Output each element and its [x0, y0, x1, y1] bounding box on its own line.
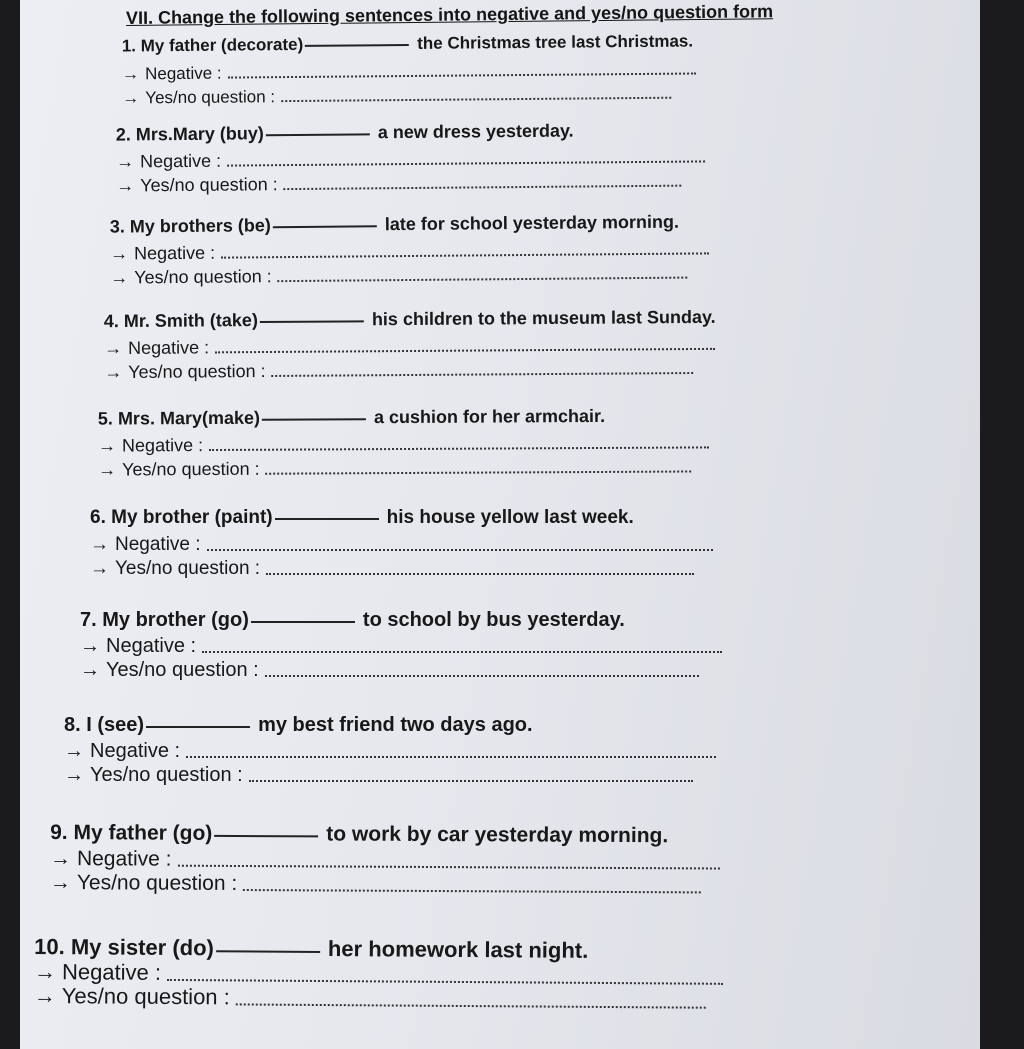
answer-dots[interactable] [236, 1003, 706, 1008]
question-answer-line[interactable] [80, 658, 722, 682]
negative-answer-line[interactable] [64, 739, 716, 763]
answer-dots[interactable] [167, 979, 723, 985]
exercise-item-8 [64, 711, 716, 787]
answer-blank[interactable] [275, 518, 379, 520]
sentence-start: My father (go) [73, 821, 213, 845]
arrow-icon: → [49, 870, 71, 895]
answer-blank[interactable] [146, 726, 250, 728]
answer-dots[interactable] [249, 780, 693, 782]
answer-blank[interactable] [260, 320, 364, 323]
question-label: Yes/no question : [134, 266, 272, 288]
answer-blank[interactable] [273, 225, 377, 228]
question-answer-line[interactable] [122, 79, 696, 108]
answer-dots[interactable] [272, 372, 694, 377]
item-number: 9. [50, 821, 68, 845]
sentence-start: My brother (go) [102, 609, 249, 631]
negative-answer-line[interactable] [50, 847, 720, 875]
negative-label: Negative : [127, 337, 210, 358]
question-answer-line[interactable] [98, 453, 709, 480]
arrow-icon: → [97, 435, 117, 456]
question-answer-line[interactable] [33, 982, 723, 1014]
sentence-end: late for school yesterday morning. [384, 211, 679, 235]
answer-dots[interactable] [215, 348, 715, 353]
exercise-item-1 [122, 27, 696, 108]
exercise-item-7 [80, 606, 722, 682]
sentence-start: I (see) [86, 714, 145, 736]
sentence-start: My brother (paint) [111, 507, 273, 528]
answer-blank[interactable] [251, 621, 355, 623]
arrow-icon: → [80, 659, 100, 681]
answer-blank[interactable] [216, 950, 320, 953]
negative-label: Negative : [106, 635, 197, 657]
arrow-icon: → [33, 959, 57, 985]
negative-label: Negative : [139, 150, 222, 172]
answer-dots[interactable] [186, 756, 716, 758]
sentence-end: the Christmas tree last Christmas. [417, 31, 694, 53]
answer-dots[interactable] [178, 865, 720, 870]
answer-dots[interactable] [228, 72, 696, 78]
item-number: 8. [64, 714, 81, 736]
answer-blank[interactable] [266, 133, 370, 136]
worksheet-title: VII. Change the following sentences into negative and yes/no question form [125, 1, 774, 28]
arrow-icon: → [64, 764, 84, 786]
negative-label: Negative : [115, 534, 201, 555]
question-label: Yes/no question : [90, 764, 243, 786]
sentence-start: My father (decorate) [140, 34, 304, 56]
negative-answer-line[interactable] [80, 634, 722, 658]
answer-dots[interactable] [221, 252, 709, 258]
arrow-icon: → [98, 459, 117, 480]
item-number: 7. [80, 609, 97, 631]
item-number: 2. [115, 124, 131, 145]
exercise-sentence [98, 401, 709, 432]
answer-dots[interactable] [227, 160, 705, 166]
negative-label: Negative : [76, 847, 172, 871]
worksheet-page [20, 0, 980, 1049]
item-number: 1. [121, 36, 137, 56]
arrow-icon: → [33, 982, 56, 1009]
question-label: Yes/no question : [145, 87, 276, 108]
negative-label: Negative : [133, 242, 216, 264]
arrow-icon: → [122, 88, 140, 108]
question-label: Yes/no question : [106, 659, 259, 681]
arrow-icon: → [80, 635, 100, 657]
arrow-icon: → [90, 558, 109, 579]
exercise-item-3 [110, 207, 710, 288]
sentence-end: a new dress yesterday. [377, 120, 574, 143]
sentence-end: her homework last night. [327, 936, 589, 963]
sentence-start: Mrs. Mary(make) [117, 407, 261, 429]
arrow-icon: → [110, 267, 129, 288]
question-label: Yes/no question : [115, 558, 261, 579]
exercise-sentence [90, 504, 713, 532]
item-number: 10. [34, 934, 65, 960]
item-number: 4. [103, 311, 119, 332]
question-label: Yes/no question : [140, 174, 278, 196]
answer-dots[interactable] [207, 549, 713, 551]
negative-label: Negative : [144, 63, 222, 84]
answer-dots[interactable] [202, 651, 722, 653]
sentence-end: his house yellow last week. [386, 507, 634, 528]
sentence-end: his children to the museum last Sunday. [371, 306, 716, 330]
exercise-item-9 [50, 819, 720, 899]
exercise-sentence [104, 303, 716, 335]
answer-dots[interactable] [284, 185, 682, 190]
exercise-sentence [80, 606, 722, 634]
question-label: Yes/no question : [76, 871, 238, 895]
arrow-icon: → [116, 175, 135, 196]
sentence-end: my best friend two days ago. [258, 714, 533, 736]
answer-blank[interactable] [262, 418, 366, 421]
item-number: 5. [97, 408, 113, 429]
negative-label: Negative : [61, 959, 162, 985]
question-label: Yes/no question : [61, 983, 230, 1010]
answer-dots[interactable] [278, 277, 688, 283]
arrow-icon: → [104, 362, 123, 383]
sentence-start: My brothers (be) [129, 215, 271, 237]
item-number: 6. [90, 507, 106, 528]
answer-dots[interactable] [266, 470, 692, 474]
exercise-item-10 [34, 933, 724, 1014]
exercise-sentence [50, 819, 720, 851]
sentence-start: My sister (do) [70, 934, 215, 961]
negative-label: Negative : [90, 740, 181, 762]
question-answer-line[interactable] [104, 355, 716, 383]
answer-blank[interactable] [214, 835, 318, 838]
answer-dots[interactable] [265, 675, 699, 677]
answer-blank[interactable] [305, 44, 409, 47]
exercise-item-6 [90, 504, 713, 580]
negative-answer-line[interactable] [98, 429, 709, 456]
exercise-sentence [122, 27, 696, 60]
negative-label: Negative : [121, 435, 204, 456]
arrow-icon: → [90, 534, 109, 555]
answer-dots[interactable] [281, 97, 671, 102]
exercise-sentence [64, 711, 716, 739]
question-answer-line[interactable] [50, 871, 720, 899]
item-number: 3. [109, 216, 125, 237]
arrow-icon: → [115, 151, 135, 172]
arrow-icon: → [49, 847, 72, 871]
question-label: Yes/no question : [122, 458, 260, 480]
sentence-start: Mrs.Mary (buy) [135, 123, 264, 145]
exercise-item-4 [104, 303, 716, 383]
answer-dots[interactable] [209, 446, 709, 451]
question-label: Yes/no question : [128, 361, 266, 382]
question-answer-line[interactable] [64, 763, 716, 787]
answer-dots[interactable] [266, 573, 694, 575]
sentence-end: to work by car yesterday morning. [326, 822, 669, 848]
arrow-icon: → [121, 64, 140, 84]
question-answer-line[interactable] [90, 556, 713, 580]
arrow-icon: → [103, 338, 123, 359]
arrow-icon: → [64, 740, 84, 762]
sentence-start: Mr. Smith (take) [123, 310, 258, 331]
arrow-icon: → [109, 243, 129, 264]
exercise-sentence [110, 207, 709, 240]
sentence-end: to school by bus yesterday. [362, 609, 625, 631]
sentence-end: a cushion for her armchair. [373, 405, 606, 428]
exercise-item-2 [116, 115, 706, 196]
exercise-item-5 [98, 401, 709, 480]
negative-answer-line[interactable] [90, 532, 713, 556]
answer-dots[interactable] [243, 889, 701, 893]
